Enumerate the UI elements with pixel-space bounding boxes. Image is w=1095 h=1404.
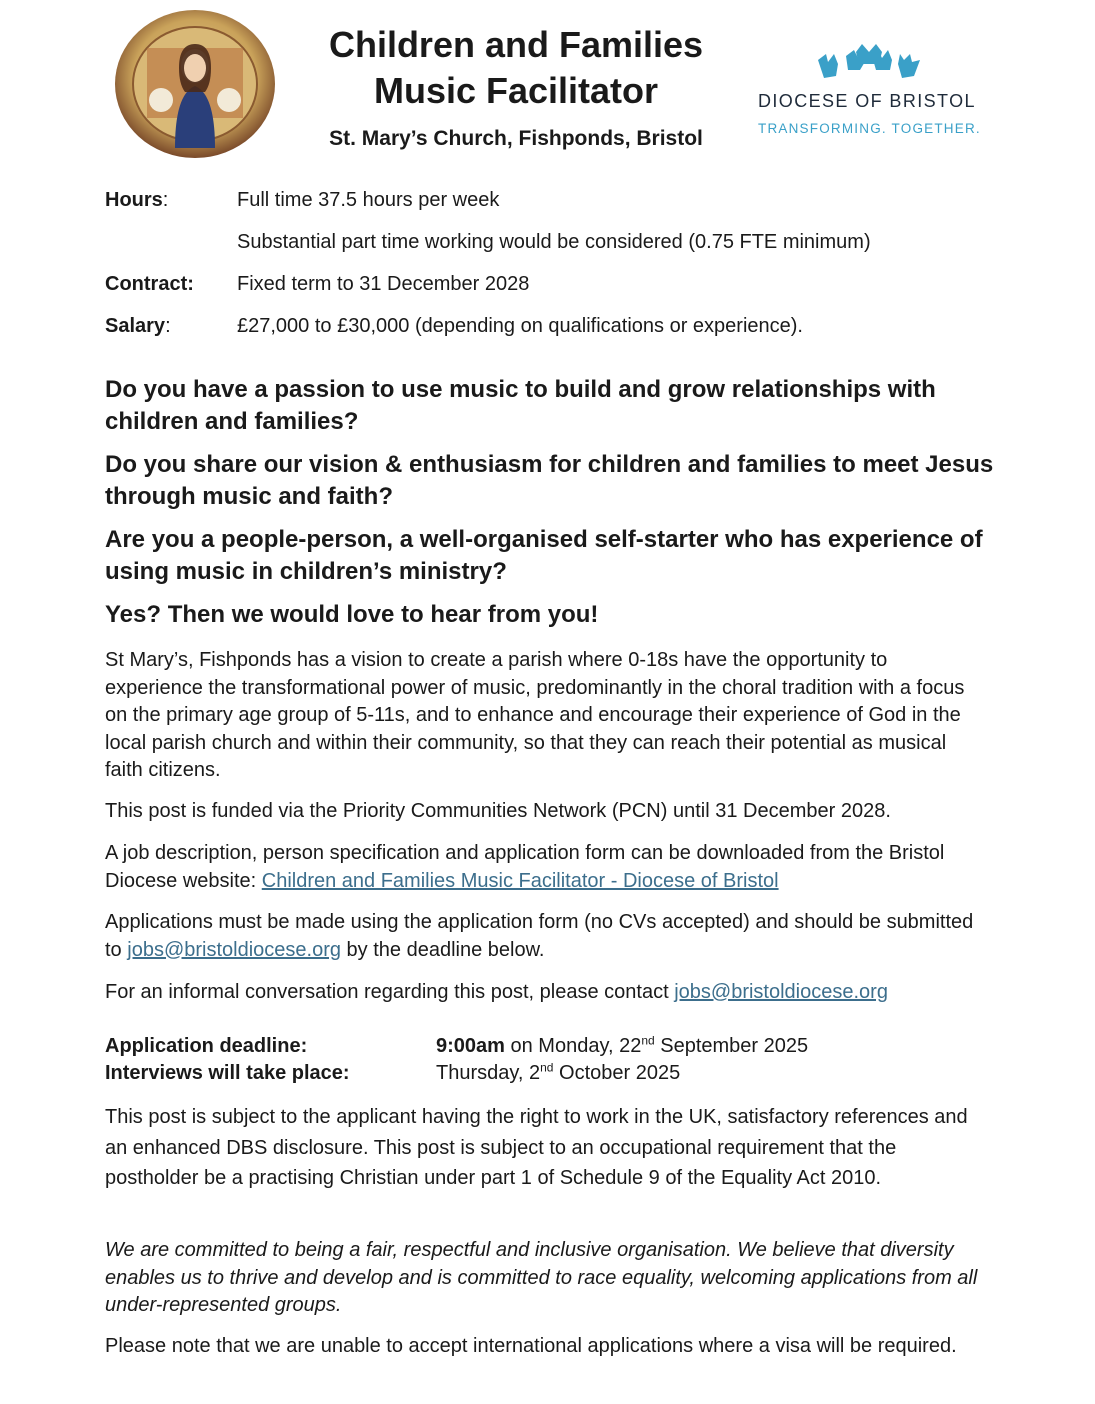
download-text: A job description, person specification and application form can be downloaded from the Bristol Diocese website: [105, 842, 945, 892]
contact-text: For an informal conversation regarding this post, please contact [105, 981, 675, 1003]
apply-text-end: by the deadline below. [341, 938, 545, 961]
salary-label: Salary: [105, 315, 171, 337]
job-page-link[interactable]: Children and Families Music Facilitator - Diocese of Bristol [261, 869, 779, 892]
deadline-label: Application deadline: [105, 1035, 308, 1057]
deadline-value: 9:00am on Monday, 22nd September 2025 [436, 1033, 809, 1057]
contact-email-link[interactable]: jobs@bristoldiocese.org [674, 981, 888, 1003]
visa-paragraph: Please note that we are unable to accept international applications where a visa will be required. [105, 1335, 957, 1357]
contact-paragraph [105, 979, 985, 1007]
hours-note: Substantial part time working would be considered (0.75 FTE minimum) [237, 231, 871, 253]
church-logo [113, 8, 277, 160]
interview-value: Thursday, 2nd October 2025 [436, 1060, 681, 1084]
diocese-tagline: TRANSFORMING. TOGETHER. [758, 121, 981, 136]
vision-paragraph: St Mary’s, Fishponds has a vision to create a parish where 0-18s have the opportunity to experience the transformational power of music, predominantly in the choral tradition with a focus on the primary age group of 5-11s, and to enhance and encourage their experience of God in the local parish church and within their community, so that they can reach their potential as musical faith citizens. [105, 649, 965, 781]
title-line-1: Children and Families [328, 24, 704, 65]
page-subtitle: St. Mary’s Church, Fishponds, Bristol [329, 127, 703, 150]
diocese-name: DIOCESE OF BRISTOL [758, 91, 976, 111]
hours-value: Full time 37.5 hours per week [237, 189, 500, 211]
hours-label: Hours: [105, 189, 169, 211]
contract-label: Contract: [105, 273, 194, 295]
question-passion: Do you have a passion to use music to build and grow relationships with children and families? [105, 376, 936, 435]
contract-value: Fixed term to 31 December 2028 [237, 273, 530, 295]
apply-text: Applications must be made using the application form (no CVs accepted) and should be submitted to [105, 911, 974, 961]
page-title [296, 22, 736, 114]
apply-paragraph [105, 909, 985, 964]
crowns-icon [816, 42, 922, 84]
question-people-person: Are you a people-person, a well-organised self-starter who has experience of using music in children’s ministry? [105, 526, 983, 585]
interview-label: Interviews will take place: [105, 1062, 350, 1084]
right-to-work-paragraph: This post is subject to the applicant having the right to work in the UK, satisfactory references and an enhanced DBS disclosure. This post is subject to an occupational requirement that the postholder be a practising Christian under part 1 of Schedule 9 of the Equality Act 2010. [105, 1106, 968, 1189]
apply-email-link[interactable]: jobs@bristoldiocese.org [127, 938, 341, 961]
question-vision: Do you share our vision & enthusiasm for children and families to meet Jesus through music and faith? [105, 451, 994, 510]
inclusion-paragraph: We are committed to being a fair, respectful and inclusive organisation. We believe that diversity enables us to thrive and develop and is committed to race equality, welcoming applications from all under-represented groups. [105, 1239, 978, 1316]
question-yes: Yes? Then we would love to hear from you! [105, 601, 599, 628]
download-paragraph [105, 840, 985, 895]
funding-paragraph: This post is funded via the Priority Communities Network (PCN) until 31 December 2028. [105, 800, 891, 822]
salary-value: £27,000 to £30,000 (depending on qualifications or experience). [237, 315, 803, 337]
title-line-2: Music Facilitator [373, 70, 659, 111]
